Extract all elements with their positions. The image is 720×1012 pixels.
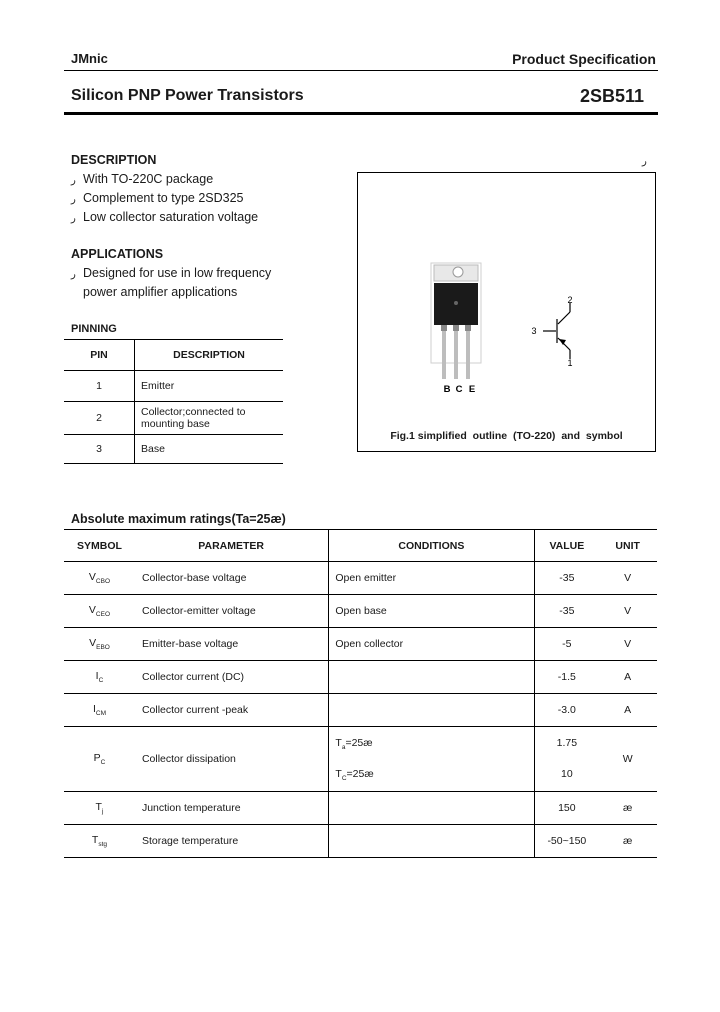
table-row (64, 435, 283, 464)
figure-drawing (358, 173, 657, 453)
emitter-arrow (559, 339, 566, 345)
unit-cell: W (598, 727, 657, 792)
description-item-text: Low collector saturation voltage (83, 210, 259, 224)
col-description: DESCRIPTION (135, 340, 284, 371)
table-row (64, 825, 657, 858)
lead-label-b: B (443, 384, 451, 395)
pin-description: Emitter (135, 371, 284, 402)
part-number: 2SB511 (579, 86, 644, 106)
col-value: VALUE (535, 530, 599, 562)
ratings-table (64, 529, 657, 858)
applications-line: Designed for use in low frequency (83, 266, 272, 280)
unit-cell: A (598, 694, 657, 727)
value-cell (535, 727, 599, 792)
applications-item (71, 266, 271, 280)
table-row (64, 628, 657, 661)
table-row (64, 694, 657, 727)
pnp-symbol (543, 303, 570, 359)
col-unit: UNIT (598, 530, 657, 562)
table-row (64, 371, 283, 402)
symbol-cell: $V_{EBO}$ (64, 628, 135, 661)
document-title: Silicon PNP Power Transistors (71, 87, 304, 104)
pin-description-line: mounting base (141, 418, 210, 430)
symbol-cell: $T_{stg}$ (64, 825, 135, 858)
unit-cell: A (598, 661, 657, 694)
spec-label: Product Specification (512, 51, 656, 67)
table-row (64, 402, 283, 435)
value-line: 10 (561, 768, 573, 780)
description-item (71, 210, 258, 224)
condition-line: $T_C=25æ$ (335, 768, 374, 783)
col-symbol: SYMBOL (64, 530, 135, 562)
pin-description: Base (135, 435, 284, 464)
pinning-table (64, 339, 283, 464)
col-pin: PIN (64, 340, 135, 371)
table-header-row (64, 530, 657, 562)
bullet-glyph: ر (71, 269, 76, 280)
value-cell: -35 (535, 562, 599, 595)
bullet-glyph: ر (71, 175, 76, 186)
pinning-heading: PINNING (71, 323, 117, 335)
applications-heading: APPLICATIONS (71, 247, 164, 261)
col-parameter: PARAMETER (135, 530, 329, 562)
pin-description-line: Collector;connected to (141, 406, 246, 418)
value-cell: -5 (535, 628, 599, 661)
description-heading: DESCRIPTION (71, 153, 157, 167)
description-item-text: Complement to type 2SD325 (83, 191, 244, 205)
value-cell: -50~150 (535, 825, 599, 858)
unit-cell: æ (598, 792, 657, 825)
conditions-cell (329, 694, 535, 727)
ratings-title: Absolute maximum ratings(Ta=25æ) (71, 512, 286, 526)
table-row (64, 595, 657, 628)
figure-box (357, 172, 656, 452)
figure-caption-label: Fig.1 (390, 430, 415, 442)
lead-label-e: E (468, 384, 476, 395)
value-line: 1.75 (556, 737, 578, 749)
conditions-cell (329, 727, 535, 792)
bullet-glyph: ر (71, 213, 76, 224)
parameter-cell: Storage temperature (135, 825, 329, 858)
pin-number: 2 (64, 402, 135, 435)
unit-cell: V (598, 595, 657, 628)
pin-description (135, 402, 284, 435)
symbol-cell: $I_{CM}$ (64, 694, 135, 727)
bullet-glyph: ر (71, 194, 76, 205)
table-header-row (64, 340, 283, 371)
description-item (71, 172, 213, 186)
value-cell: -35 (535, 595, 599, 628)
value-cell: -1.5 (535, 661, 599, 694)
unit-cell: V (598, 562, 657, 595)
table-row (64, 661, 657, 694)
pin-number: 3 (64, 435, 135, 464)
conditions-cell: Open emitter (329, 562, 535, 595)
parameter-cell: Collector current (DC) (135, 661, 329, 694)
parameter-cell: Collector-base voltage (135, 562, 329, 595)
company-name: JMnic (71, 51, 108, 66)
description-item-text: With TO-220C package (83, 172, 214, 186)
figure-caption-text: simplified outline (TO-220) and symbol (417, 430, 623, 442)
title-rule (64, 112, 658, 115)
symbol-cell: $P_C$ (64, 727, 135, 792)
col-conditions: CONDITIONS (329, 530, 535, 562)
value-cell: 150 (535, 792, 599, 825)
unit-cell: V (598, 628, 657, 661)
parameter-cell: Collector current -peak (135, 694, 329, 727)
parameter-cell: Emitter-base voltage (135, 628, 329, 661)
conditions-cell (329, 825, 535, 858)
symbol-cell: $T_j$ (64, 792, 135, 825)
conditions-cell (329, 661, 535, 694)
pin-number: 1 (64, 371, 135, 402)
symbol-pin-3: 3 (531, 326, 537, 336)
value-cell: -3.0 (535, 694, 599, 727)
condition-line: $T_a=25æ$ (335, 737, 373, 752)
figure-caption (358, 430, 655, 442)
applications-line: power amplifier applications (83, 285, 238, 299)
table-row (64, 727, 657, 792)
stray-glyph: ر (642, 156, 647, 167)
table-row (64, 792, 657, 825)
conditions-cell (329, 792, 535, 825)
parameter-cell: Collector dissipation (135, 727, 329, 792)
conditions-cell: Open base (329, 595, 535, 628)
description-item (71, 191, 244, 205)
symbol-cell: $V_{CEO}$ (64, 595, 135, 628)
header-rule (64, 70, 658, 71)
symbol-cell: $V_{CBO}$ (64, 562, 135, 595)
parameter-cell: Junction temperature (135, 792, 329, 825)
symbol-cell: $I_C$ (64, 661, 135, 694)
conditions-cell: Open collector (329, 628, 535, 661)
table-row (64, 562, 657, 595)
lead-label-c: C (455, 384, 463, 395)
unit-cell: æ (598, 825, 657, 858)
symbol-pin-2: 2 (567, 295, 573, 305)
symbol-pin-1: 1 (567, 358, 573, 368)
parameter-cell: Collector-emitter voltage (135, 595, 329, 628)
